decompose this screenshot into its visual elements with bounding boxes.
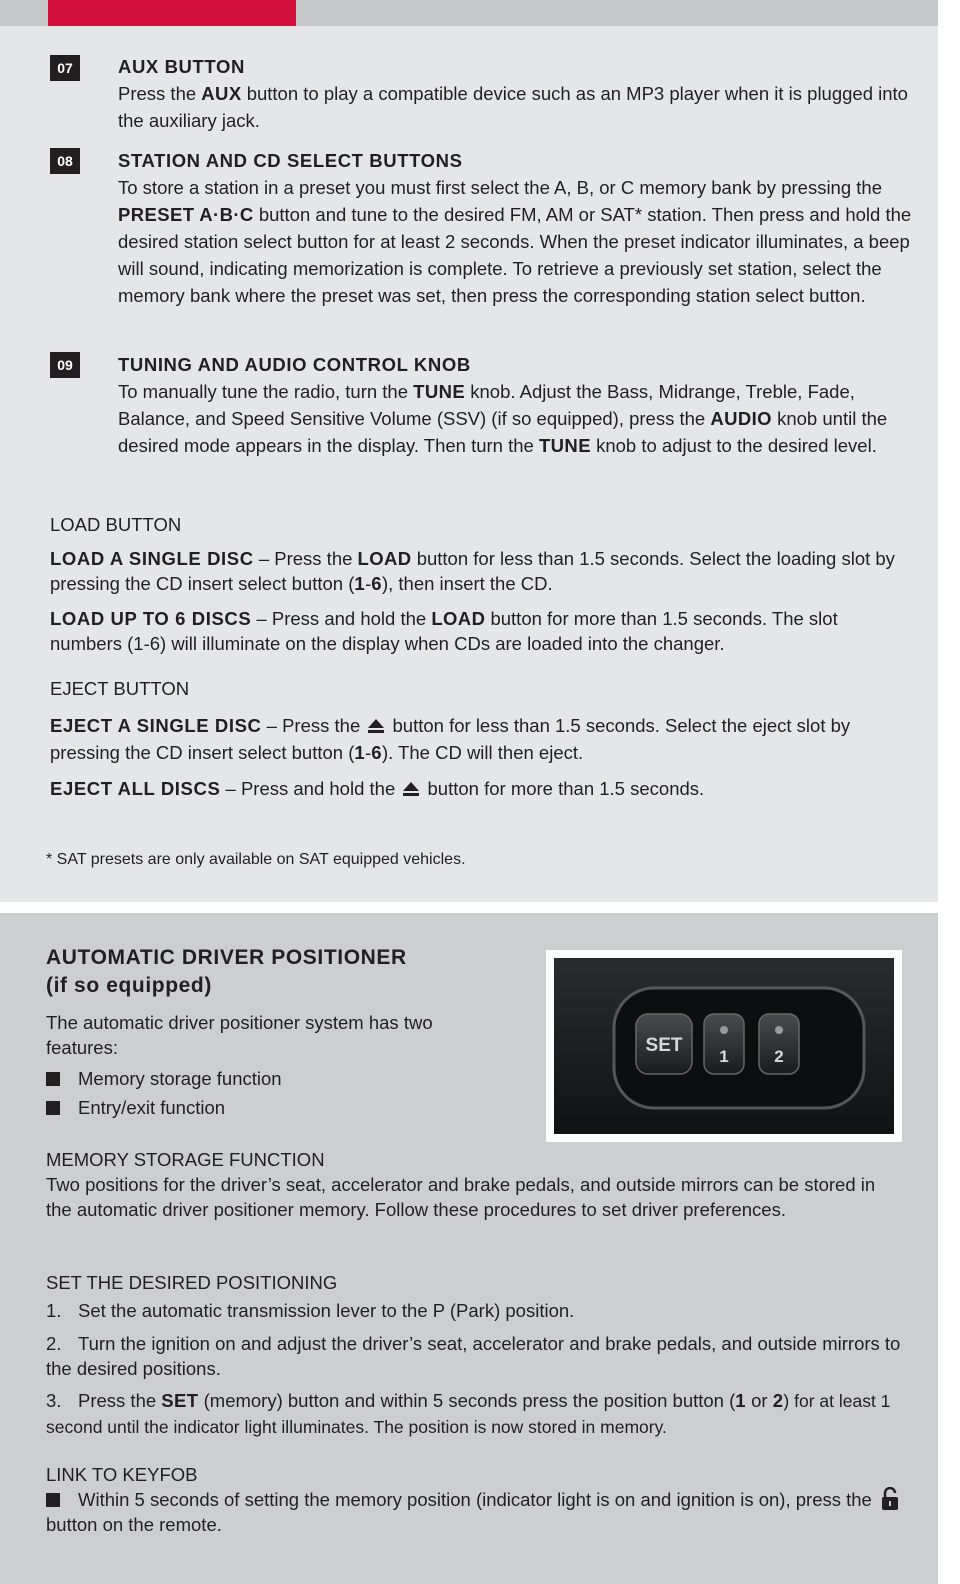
bold-term: LOAD — [357, 548, 412, 569]
body-text: button for more than 1.5 seconds. The slot numbers (1-6) will illuminate on the display when CDs are loaded into the changer. — [50, 608, 838, 654]
bullet-square-icon — [46, 1101, 60, 1115]
step-item — [46, 1388, 906, 1440]
step-text: (memory) button and within 5 seconds press the position button ( — [198, 1390, 736, 1411]
step-text: Turn the ignition on and adjust the driver’s seat, accelerator and brake pedals, and outside mirrors to the desired positions. — [46, 1333, 901, 1379]
bold-term: 2 — [772, 1390, 784, 1411]
feature-label: Entry/exit function — [78, 1097, 226, 1118]
eject-button-heading: EJECT BUTTON — [50, 678, 190, 699]
link-keyfob-heading: LINK TO KEYFOB — [46, 1464, 198, 1485]
section-heading: AUX BUTTON — [118, 56, 245, 77]
load-six-discs-text — [50, 606, 910, 656]
section-heading: STATION AND CD SELECT BUTTONS — [118, 150, 463, 171]
photo-button-1-label: 1 — [719, 1047, 729, 1066]
item-badge-07: 07 — [50, 55, 80, 81]
body-text: – Press the — [253, 548, 358, 569]
station-cd-select-section — [118, 147, 918, 309]
step-number: 1. — [46, 1300, 62, 1321]
unlock-icon — [880, 1487, 900, 1511]
bold-term: 1 — [354, 742, 366, 763]
feature-list-item — [46, 1066, 282, 1091]
photo-set-label: SET — [645, 1035, 683, 1056]
body-text: - — [365, 742, 372, 763]
memory-storage-heading: MEMORY STORAGE FUNCTION — [46, 1149, 325, 1170]
item-badge-08: 08 — [50, 148, 80, 174]
bullet-square-icon — [46, 1493, 60, 1507]
body-text: - — [365, 573, 372, 594]
bold-term: LOAD — [431, 608, 486, 629]
top-color-bar — [0, 0, 938, 26]
step-text: or — [745, 1390, 773, 1411]
subheading: EJECT ALL DISCS — [50, 778, 221, 799]
photo-image — [554, 958, 894, 1134]
subheading: LOAD A SINGLE DISC — [50, 548, 254, 569]
bold-term: AUX — [201, 83, 242, 104]
adp-subtitle: (if so equipped) — [46, 974, 212, 997]
aux-button-section — [118, 53, 918, 134]
load-single-disc-text — [50, 546, 910, 596]
body-text: button for less than 1.5 seconds. Select the loading slot by pressing the CD insert select button ( — [50, 548, 895, 594]
subheading: EJECT A SINGLE DISC — [50, 715, 262, 736]
body-text: – Press and hold the — [251, 608, 432, 629]
item-badge-09: 09 — [50, 352, 80, 378]
adp-intro: The automatic driver positioner system has two features: — [46, 1012, 433, 1058]
bold-term: PRESET A·B·C — [118, 204, 254, 225]
step-text: Press the — [78, 1390, 162, 1411]
eject-single-disc-text — [50, 712, 910, 766]
body-text: button and tune to the desired FM, AM or SAT* station. Then press and hold the desired station select button for at least 2 seconds. When the preset indicator illuminates, a beep will sound, indicating memorization is complete. To retrieve a previously set station, select the memory bank where the preset was set, then press the corresponding station select button. — [118, 204, 912, 306]
keyfob-text: button on the remote. — [46, 1514, 222, 1535]
body-text: ). The CD will then eject. — [381, 742, 584, 763]
eject-all-discs-text — [50, 776, 910, 801]
feature-list-item — [46, 1095, 225, 1120]
feature-label: Memory storage function — [78, 1068, 282, 1089]
body-text: To store a station in a preset you must first select the A, B, or C memory bank by pressing the — [118, 177, 882, 198]
step-text: Set the automatic transmission lever to the P (Park) position. — [78, 1300, 575, 1321]
seat-memory-buttons-illustration — [554, 958, 894, 1134]
body-text: To manually tune the radio, turn the — [118, 381, 414, 402]
bold-term: 1 — [735, 1390, 746, 1411]
subheading: LOAD UP TO 6 DISCS — [50, 608, 252, 629]
bold-term: AUDIO — [710, 408, 772, 429]
bold-term: 6 — [371, 573, 382, 594]
step-number: 3. — [46, 1390, 62, 1411]
load-button-heading: LOAD BUTTON — [50, 514, 182, 535]
step-item — [46, 1298, 906, 1323]
bold-term: 6 — [371, 742, 382, 763]
tuning-audio-knob-section — [118, 351, 918, 459]
photo-button-2-label: 2 — [774, 1047, 784, 1066]
body-text: Press the — [118, 83, 202, 104]
step-item — [46, 1331, 906, 1381]
body-text: button for more than 1.5 seconds. — [422, 778, 705, 799]
memory-storage-text: Two positions for the driver’s seat, accelerator and brake pedals, and outside mirrors can be stored in the automatic driver positioner memory. Follow these procedures to set driver preferences. — [46, 1174, 876, 1220]
keyfob-list-item — [46, 1487, 906, 1537]
keyfob-text: Within 5 seconds of setting the memory position (indicator light is on and ignition is on), press the — [78, 1489, 877, 1510]
body-text: knob until the desired mode appears in the display. Then turn the — [118, 408, 888, 456]
section-heading: TUNING AND AUDIO CONTROL KNOB — [118, 354, 471, 375]
bold-term: TUNE — [538, 435, 591, 456]
body-text: knob. Adjust the Bass, Midrange, Treble, Fade, Balance, and Speed Sensitive Volume (SSV) (if so equipped), press the — [118, 381, 855, 429]
bullet-square-icon — [46, 1072, 60, 1086]
body-text: – Press the — [261, 715, 366, 736]
sat-footnote: * SAT presets are only available on SAT equipped vehicles. — [46, 851, 466, 868]
set-positioning-heading: SET THE DESIRED POSITIONING — [46, 1272, 338, 1293]
body-text: button for less than 1.5 seconds. Select the eject slot by pressing the CD insert select button ( — [50, 715, 851, 763]
bold-term: SET — [161, 1390, 199, 1411]
body-text: – Press and hold the — [220, 778, 401, 799]
body-text: ), then insert the CD. — [381, 573, 553, 594]
step-number: 2. — [46, 1333, 62, 1354]
red-accent-bar — [48, 0, 296, 26]
memory-buttons-photo — [546, 950, 902, 1142]
bold-term: TUNE — [413, 381, 466, 402]
eject-icon — [402, 781, 420, 797]
body-text: button to play a compatible device such as an MP3 player when it is plugged into the auxiliary jack. — [118, 83, 908, 131]
step-text: ) for at least 1 second until the indicator light illuminates. The position is now stored in memory. — [46, 1391, 891, 1437]
eject-icon — [367, 718, 385, 734]
adp-title-text: AUTOMATIC DRIVER POSITIONER — [46, 946, 407, 969]
adp-title — [46, 944, 407, 1000]
bold-term: 1 — [354, 573, 366, 594]
body-text: knob to adjust to the desired level. — [590, 435, 877, 456]
